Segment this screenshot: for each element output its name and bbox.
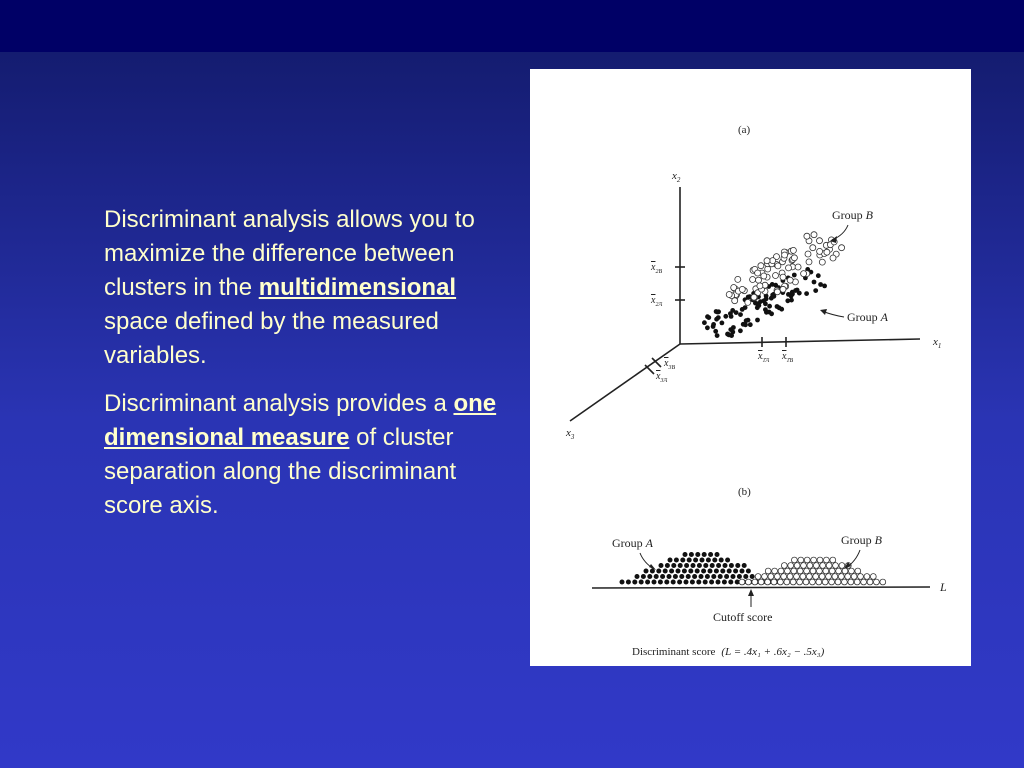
group-a-point (740, 307, 745, 312)
group-b-score-point (858, 574, 864, 580)
group-b-score-point (830, 557, 836, 563)
group-b-point (795, 264, 801, 270)
group-a-score-point (695, 552, 700, 557)
group-b-score-point (778, 568, 784, 574)
group-b-point (745, 299, 751, 305)
paragraph-1-text-after: space defined by the measured variables. (104, 308, 439, 369)
group-a-score-point (740, 569, 745, 574)
group-a-point (797, 291, 802, 296)
group-a-score-point (705, 574, 710, 579)
group-a-score-point (687, 558, 692, 563)
group-a-score-point (639, 580, 644, 585)
group-a-score-point (684, 580, 689, 585)
group-b-score-point (755, 574, 761, 580)
group-b-score-point (826, 574, 832, 580)
group-b-score-point (854, 579, 860, 585)
group-a-score-point (667, 574, 672, 579)
group-a-score-point (686, 574, 691, 579)
group-b-score-point (768, 574, 774, 580)
group-a-score-point (668, 558, 673, 563)
paragraph-2-text-after: of cluster separation along the discriminant score axis. (104, 424, 457, 519)
group-b-point (761, 273, 767, 279)
group-b-point (780, 286, 786, 292)
group-b-point (780, 274, 786, 280)
group-a-point (730, 330, 735, 335)
group-b-point (791, 255, 797, 261)
group-a-score-point (696, 580, 701, 585)
group-b-point (773, 273, 779, 279)
group-a-point (767, 304, 772, 309)
group-a-point (753, 301, 758, 306)
axis-x1-label: $x_1$ (933, 336, 942, 350)
group-a-score-point (733, 569, 738, 574)
group-a-score-point (647, 574, 652, 579)
paragraph-2-text-before: Discriminant analysis provides a (104, 390, 454, 417)
paragraph-2 (104, 387, 514, 523)
group-b-score-point (829, 568, 835, 574)
group-b-score-point (838, 574, 844, 580)
group-a-point (741, 322, 746, 327)
group-b-score-point (833, 563, 839, 569)
group-b-score-point (816, 579, 822, 585)
highlight-multidimensional: multidimensional (258, 274, 457, 301)
group-b-score-point (765, 579, 771, 585)
group-b-point (830, 255, 836, 261)
group-b-score-point (784, 579, 790, 585)
group-a-point (763, 307, 768, 312)
group-a-score-point (743, 574, 748, 579)
group-b-score-point (806, 574, 812, 580)
group-a-score-point (708, 552, 713, 557)
group-a-score-point (669, 569, 674, 574)
mean-x2b-label: $x_{2B}$ (651, 262, 663, 275)
group-b-score-point (829, 579, 835, 585)
group-b-score-point (804, 568, 810, 574)
group-b-point (764, 258, 770, 264)
group-b-score-point (797, 568, 803, 574)
group-a-score-point (684, 563, 689, 568)
group-b-score-point (797, 579, 803, 585)
group-a-score-point (688, 569, 693, 574)
paragraph-1 (104, 203, 514, 373)
group-b-score-point (792, 557, 798, 563)
group-a-score-point (708, 569, 713, 574)
group-a-point (818, 282, 823, 287)
group-a-score-point (673, 574, 678, 579)
group-a-score-point (716, 580, 721, 585)
group-b-score-point (781, 574, 787, 580)
tick-x3a (645, 365, 654, 374)
group-b-score-point (752, 579, 758, 585)
group-a-point (813, 288, 818, 293)
group-a-point (812, 280, 817, 285)
figure-svg (530, 69, 971, 666)
group-a-score-point (723, 563, 728, 568)
group-b-score-point (817, 557, 823, 563)
group-a-score-point (635, 574, 640, 579)
group-a-score-point (650, 569, 655, 574)
group-a-point (755, 318, 760, 323)
group-b-point (804, 233, 810, 239)
group-b-point (790, 247, 796, 253)
group-a-score-point (731, 574, 736, 579)
group-a-score-point (718, 574, 723, 579)
group-a-score-point (710, 563, 715, 568)
group-a-score-point (703, 580, 708, 585)
group-a-score-point (703, 563, 708, 568)
group-a-score-point (750, 574, 755, 579)
group-a-score-point (674, 558, 679, 563)
group-a-score-point (722, 580, 727, 585)
group-b-point (810, 245, 816, 251)
group-a-point (705, 325, 710, 330)
group-a-score-point (727, 569, 732, 574)
group-b-score-point (758, 579, 764, 585)
group-a-score-point (697, 563, 702, 568)
group-a-score-point (671, 580, 676, 585)
slide-text (104, 203, 514, 523)
group-a-score-point (641, 574, 646, 579)
group-a-point (769, 311, 774, 316)
group-b-score-point (819, 574, 825, 580)
group-b-score-point (822, 579, 828, 585)
group-b-point (750, 277, 756, 283)
group-b-label-a: Group B (832, 208, 874, 222)
cutoff-label: Cutoff score (713, 610, 773, 624)
group-a-score-point (695, 569, 700, 574)
group-a-point (713, 329, 718, 334)
group-b-point (786, 265, 792, 271)
group-b-point (755, 270, 761, 276)
group-b-score-point (845, 574, 851, 580)
group-a-score-point (735, 563, 740, 568)
group-a-point (785, 298, 790, 303)
group-a-score-point (620, 580, 625, 585)
group-a-point (762, 298, 767, 303)
group-b-score-point (842, 579, 848, 585)
group-a-point (725, 332, 730, 337)
discriminant-figure (530, 69, 971, 666)
group-a-score-point (737, 574, 742, 579)
group-b-point (817, 238, 823, 244)
group-b-score-point (820, 563, 826, 569)
group-a-point (779, 307, 784, 312)
group-b-score-point (801, 563, 807, 569)
group-a-score-point (656, 569, 661, 574)
group-b-score-point (811, 557, 817, 563)
axis-x2-label: $x_2$ (672, 170, 681, 184)
group-b-score-point (804, 557, 810, 563)
group-a-score-point (700, 558, 705, 563)
group-b-score-point (867, 579, 873, 585)
group-a-score-point (659, 563, 664, 568)
group-a-score-point (689, 552, 694, 557)
group-a-score-point (701, 569, 706, 574)
group-a-point (723, 314, 728, 319)
group-a-score-point (660, 574, 665, 579)
mean-x3a-label: $x_{3A}$ (656, 371, 668, 384)
mean-x1a-label: $x_{1A}$ (758, 351, 770, 364)
group-a-score-point (715, 552, 720, 557)
group-b-score-point (810, 568, 816, 574)
group-a-score-point (644, 569, 649, 574)
group-b-points-3d (726, 232, 844, 306)
group-b-score-point (851, 574, 857, 580)
group-b-score-point (790, 579, 796, 585)
group-a-point (720, 321, 725, 326)
group-b-score-point (762, 574, 768, 580)
group-b-score-point (824, 557, 830, 563)
group-b-point (756, 277, 762, 283)
group-b-score-point (739, 579, 745, 585)
group-b-score-point (832, 574, 838, 580)
group-a-score-point (719, 558, 724, 563)
group-a-point (816, 273, 821, 278)
group-b-label-b: Group B (841, 533, 883, 547)
group-a-score-point (665, 563, 670, 568)
group-a-point (792, 273, 797, 278)
group-a-score-point (725, 558, 730, 563)
group-a-score-point (746, 569, 751, 574)
group-a-score-point (678, 563, 683, 568)
group-b-score-point (874, 579, 880, 585)
group-a-score-point (632, 580, 637, 585)
group-b-point (758, 263, 764, 269)
group-b-point (775, 263, 781, 269)
group-a-score-point (658, 580, 663, 585)
group-b-point (839, 245, 845, 251)
group-b-score-point (807, 563, 813, 569)
group-b-point (782, 252, 788, 258)
group-a-label-b: Group A (612, 536, 654, 550)
group-a-score-point (714, 569, 719, 574)
group-a-point (746, 295, 751, 300)
group-b-score-point (848, 579, 854, 585)
group-a-point (790, 290, 795, 295)
group-b-point (811, 232, 817, 238)
group-b-score-point (880, 579, 886, 585)
group-a-score-point (724, 574, 729, 579)
group-a-point (702, 320, 707, 325)
mean-x3b-label: $x_{3B}$ (664, 358, 676, 371)
group-b-score-point (870, 574, 876, 580)
group-b-score-point (798, 557, 804, 563)
group-b-score-point (813, 574, 819, 580)
group-a-point (738, 312, 743, 317)
group-b-score-point (772, 568, 778, 574)
mean-x1b-label: $x_{1B}$ (782, 351, 794, 364)
panel-b-label: (b) (738, 486, 751, 498)
group-b-point (805, 251, 811, 257)
group-a-point (748, 322, 753, 327)
group-a-point (728, 311, 733, 316)
group-a-score-point (716, 563, 721, 568)
group-b-score-point (836, 568, 842, 574)
group-a-score-point (692, 574, 697, 579)
axis-x3-label: $x_3$ (566, 427, 575, 441)
group-b-score-point (849, 568, 855, 574)
group-a-score-point (645, 580, 650, 585)
group-a-score-point (690, 580, 695, 585)
group-a-point (711, 322, 716, 327)
group-b-score-point (826, 563, 832, 569)
group-b-score-point (774, 574, 780, 580)
mean-x2a-label: $x_{2A}$ (651, 295, 663, 308)
group-b-score-point (864, 574, 870, 580)
group-a-score-point (742, 563, 747, 568)
group-b-score-point (787, 574, 793, 580)
group-b-score-point (765, 568, 771, 574)
group-a-score-point (712, 558, 717, 563)
group-b-score-point (781, 563, 787, 569)
group-b-point (817, 248, 823, 254)
group-b-score-point (803, 579, 809, 585)
group-a-score-point (626, 580, 631, 585)
group-a-point (715, 333, 720, 338)
group-b-score-point (810, 579, 816, 585)
group-b-score-point (785, 568, 791, 574)
group-a-point (706, 315, 711, 320)
group-a-point (734, 310, 739, 315)
group-b-score-point (788, 563, 794, 569)
group-b-point (739, 286, 745, 292)
group-b-point (801, 271, 807, 277)
group-a-score-point (676, 569, 681, 574)
group-a-score-point (699, 574, 704, 579)
group-a-score-point (709, 580, 714, 585)
group-a-label-a: Group A (847, 310, 889, 324)
group-a-score-point (652, 580, 657, 585)
group-b-score-point (817, 568, 823, 574)
group-a-score-point (706, 558, 711, 563)
group-a-score-point (664, 580, 669, 585)
axis-l-label: L (940, 580, 947, 594)
group-b-score-point (771, 579, 777, 585)
group-b-score-point (842, 568, 848, 574)
group-b-score-point (800, 574, 806, 580)
group-b-score-point (823, 568, 829, 574)
group-a-score-point (691, 563, 696, 568)
group-b-score-point (813, 563, 819, 569)
group-b-point (806, 259, 812, 265)
group-b-score-point (855, 568, 861, 574)
group-b-point (726, 292, 732, 298)
group-b-point (774, 289, 780, 295)
group-b-score-point (861, 579, 867, 585)
group-b-points-1d (739, 557, 886, 585)
paragraph-1-text-before: Discriminant analysis allows you to maximize the difference between clusters in the (104, 206, 475, 301)
discriminant-axis (592, 587, 930, 588)
group-a-point (804, 291, 809, 296)
group-a-score-point (677, 580, 682, 585)
group-a-score-point (702, 552, 707, 557)
group-a-score-point (679, 574, 684, 579)
group-b-point (751, 294, 757, 300)
group-b-point (770, 258, 776, 264)
group-b-point (757, 283, 763, 289)
group-b-score-point (839, 563, 845, 569)
group-b-score-point (794, 563, 800, 569)
group-a-score-point (728, 580, 733, 585)
group-a-score-point (711, 574, 716, 579)
highlight-one-dimensional-measure: one dimensional measure (104, 390, 497, 451)
group-a-score-point (663, 569, 668, 574)
group-a-score-point (654, 574, 659, 579)
group-a-arrowhead-a (820, 309, 827, 315)
group-b-score-point (794, 574, 800, 580)
discriminant-score-label: Discriminant score (L = .4x₁ + .6x₂ − .5x₃) (632, 646, 825, 658)
group-b-score-point (746, 579, 752, 585)
group-a-score-point (693, 558, 698, 563)
panel-a-label: (a) (738, 124, 751, 136)
group-b-arrow-a (832, 225, 848, 240)
group-b-point (824, 249, 830, 255)
group-b-point (735, 276, 741, 282)
group-a-score-point (720, 569, 725, 574)
group-b-score-point (835, 579, 841, 585)
group-a-score-point (682, 569, 687, 574)
group-b-score-point (791, 568, 797, 574)
group-a-score-point (680, 558, 685, 563)
group-a-point (738, 328, 743, 333)
group-a-score-point (671, 563, 676, 568)
group-b-point (819, 259, 825, 265)
group-a-score-point (729, 563, 734, 568)
group-a-point (714, 309, 719, 314)
group-a-score-point (683, 552, 688, 557)
title-bar (0, 0, 1024, 52)
x1-axis (680, 339, 920, 344)
group-b-point (787, 277, 793, 283)
group-a-point (716, 315, 721, 320)
group-b-score-point (778, 579, 784, 585)
cutoff-arrowhead (748, 589, 754, 596)
